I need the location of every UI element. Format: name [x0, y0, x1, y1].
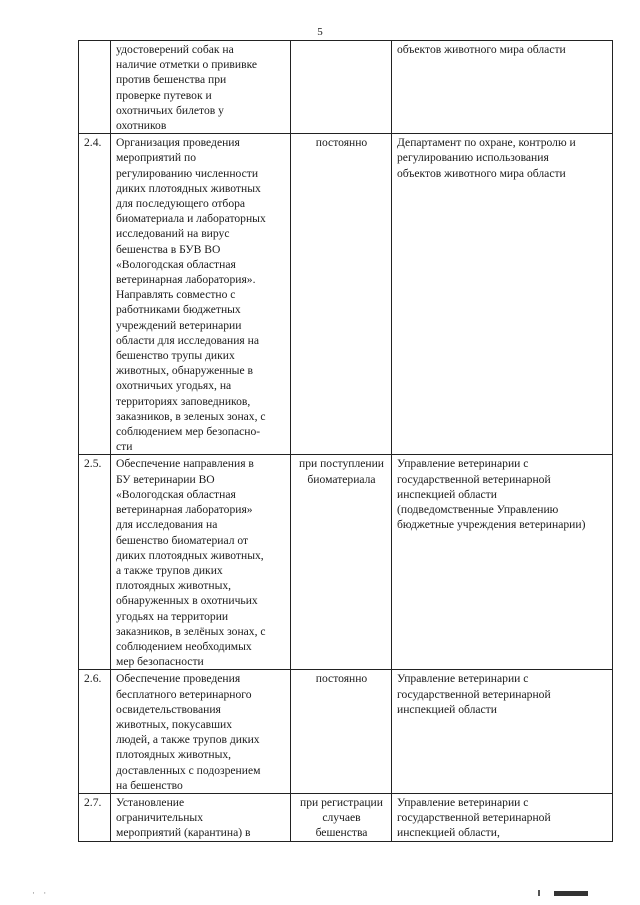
text-line: инспекцией области: [397, 487, 497, 501]
text-line: области для исследования на: [116, 333, 259, 347]
deadline-text: [291, 670, 392, 794]
row-number: 2.6.: [79, 670, 111, 794]
text-line: животных, обнаруженные в: [116, 364, 253, 378]
text-line: Установление: [116, 795, 185, 809]
text-line: Организация проведения: [116, 136, 240, 150]
text-line: плотоядных животных,: [116, 579, 232, 593]
text-line: для последующего отбора: [116, 197, 246, 211]
text-line: БУ ветеринарии ВО: [116, 472, 215, 486]
text-line: инспекцией области: [397, 702, 497, 716]
text-line: мероприятий по: [116, 151, 196, 165]
responsible-text: [392, 41, 613, 134]
action-text: [111, 41, 291, 134]
responsible-text: [392, 670, 613, 794]
text-line: регулированию численности: [116, 166, 259, 180]
text-line: Обеспечение направления в: [116, 457, 254, 471]
text-line: сти: [116, 440, 133, 454]
text-line: обнаруженных в охотничьих: [116, 594, 258, 608]
text-line: угодьях на территории: [116, 609, 229, 623]
text-line: регулированию использования: [397, 151, 549, 165]
text-line: а также трупов диких: [116, 563, 223, 577]
row-number: 2.4.: [79, 134, 111, 455]
text-line: наличие отметки о прививке: [116, 58, 258, 72]
text-line: ветеринарная лаборатория».: [116, 273, 256, 287]
responsible-text: [392, 455, 613, 670]
action-text: [111, 134, 291, 455]
text-line: освидетельствования: [116, 702, 221, 716]
text-line: ограничительных: [116, 811, 204, 825]
text-line: объектов животного мира области: [397, 166, 566, 180]
row-number: 2.7.: [79, 793, 111, 841]
action-text: [111, 670, 291, 794]
text-line: удостоверений собак на: [116, 43, 234, 56]
text-line: бешенство биоматериал от: [116, 533, 249, 547]
text-line: Обеспечение проведения: [116, 672, 241, 686]
text-line: ветеринарная лаборатория»: [116, 503, 253, 517]
text-line: доставленных с подозрением: [116, 763, 261, 777]
text-line: территориях заповедников,: [116, 394, 251, 408]
text-line: «Вологодская областная: [116, 257, 236, 271]
text-line: бешенства в БУВ ВО: [116, 242, 221, 256]
text-line: государственной ветеринарной: [397, 811, 551, 825]
text-line: охотничьих билетов у: [116, 103, 224, 117]
text-line: заказников, в зеленых зонах, с: [116, 409, 266, 423]
text-line: бешенство трупы диких: [116, 349, 235, 363]
action-text: [111, 455, 291, 670]
text-line: инспекцией области,: [397, 826, 500, 840]
text-line: соблюдением мер безопасно-: [116, 425, 261, 439]
text-line: исследований на вирус: [116, 227, 230, 241]
text-line: Департамент по охране, контролю и: [397, 136, 576, 150]
text-line: бешенства: [315, 826, 368, 840]
text-line: государственной ветеринарной: [397, 687, 551, 701]
text-line: постоянно: [315, 672, 368, 686]
text-line: для исследования на: [116, 518, 218, 532]
text-line: проверке путевок и: [116, 88, 212, 102]
text-line: соблюдением необходимых: [116, 639, 252, 653]
row-number: [79, 41, 111, 134]
text-line: на бешенство: [116, 778, 183, 792]
table-row: [79, 41, 613, 134]
action-text: [111, 793, 291, 841]
text-line: диких плотоядных животных: [116, 181, 261, 195]
text-line: Управление ветеринарии с: [397, 457, 529, 471]
text-line: случаев: [322, 811, 361, 825]
text-line: объектов животного мира области: [397, 43, 566, 56]
text-line: биоматериала и лабораторных: [116, 212, 266, 226]
measures-table: [78, 40, 613, 842]
deadline-text: [291, 455, 392, 670]
text-line: животных, покусавших: [116, 717, 233, 731]
responsible-text: [392, 134, 613, 455]
text-line: Управление ветеринарии с: [397, 795, 529, 809]
table-row: [79, 793, 613, 841]
text-line: мер безопасности: [116, 655, 204, 669]
deadline-text: [291, 793, 392, 841]
text-line: против бешенства при: [116, 73, 227, 87]
text-line: государственной ветеринарной: [397, 472, 551, 486]
text-line: диких плотоядных животных,: [116, 548, 264, 562]
text-line: плотоядных животных,: [116, 748, 232, 762]
table-row: [79, 134, 613, 455]
text-line: биоматериала: [307, 472, 376, 486]
deadline-text: [291, 134, 392, 455]
text-line: Управление ветеринарии с: [397, 672, 529, 686]
text-line: бюджетные учреждения ветеринарии): [397, 518, 586, 532]
text-line: работниками бюджетных: [116, 303, 241, 317]
text-line: заказников, в зелёных зонах, с: [116, 624, 266, 638]
text-line: мероприятий (карантина) в: [116, 826, 251, 840]
deadline-text: [291, 41, 392, 134]
text-line: бесплатного ветеринарного: [116, 687, 252, 701]
footer-marks-right: [538, 884, 588, 902]
page-number: 5: [317, 26, 323, 38]
text-line: постоянно: [315, 136, 368, 150]
text-line: охотников: [116, 119, 167, 133]
text-line: (подведомственные Управлению: [397, 503, 559, 517]
text-line: «Вологодская областная: [116, 487, 236, 501]
text-line: учреждений ветеринарии: [116, 318, 242, 332]
table-row: [79, 670, 613, 794]
text-line: Направлять совместно с: [116, 288, 236, 302]
footer-marks-left: · ·: [32, 888, 50, 898]
text-line: при регистрации: [300, 795, 383, 809]
text-line: людей, а также трупов диких: [116, 733, 260, 747]
text-line: охотничьих угодьях, на: [116, 379, 232, 393]
responsible-text: [392, 793, 613, 841]
row-number: 2.5.: [79, 455, 111, 670]
table-row: [79, 455, 613, 670]
text-line: при поступлении: [298, 457, 384, 471]
